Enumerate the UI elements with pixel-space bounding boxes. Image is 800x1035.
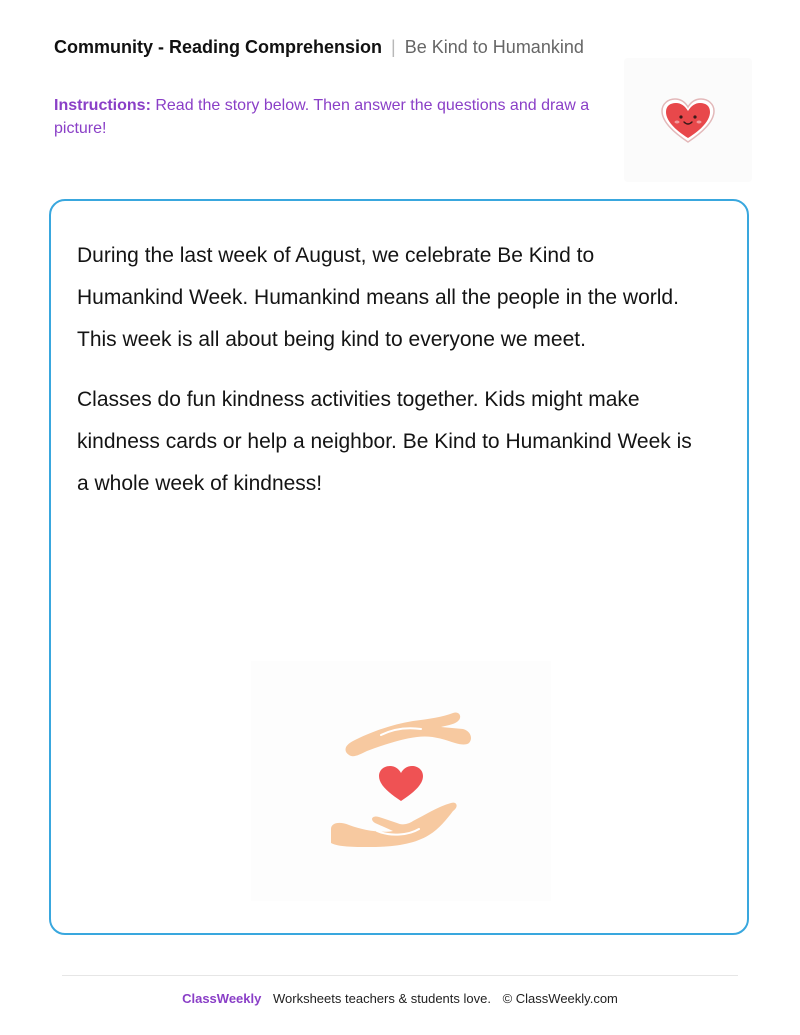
page-title: Community - Reading Comprehension	[54, 37, 383, 57]
instructions-label: Instructions:	[54, 97, 151, 114]
heart-illustration	[624, 58, 752, 182]
page-subtitle: Be Kind to Humankind	[404, 37, 584, 57]
footer-copyright: © ClassWeekly.com	[502, 991, 618, 1006]
smiling-heart-icon	[660, 98, 716, 144]
story-box	[49, 199, 749, 935]
page-header	[54, 37, 584, 58]
story-paragraph-2: Classes do fun kindness activities together. Kids might make kindness cards or help a neighbor. Be Kind to Humankind Week is a whole week of kindness!	[77, 388, 692, 495]
instructions-text: Read the story below. Then answer the questions and draw a picture!	[54, 97, 590, 137]
story-text	[77, 235, 697, 523]
story-illustration	[251, 661, 551, 901]
hands-holding-heart-icon	[321, 707, 481, 857]
title-separator: |	[391, 37, 396, 57]
story-paragraph-1: During the last week of August, we celebrate Be Kind to Humankind Week. Humankind means all the people in the world. This week is all about being kind to everyone we meet.	[77, 244, 679, 351]
footer-divider	[62, 975, 738, 976]
footer-tagline: Worksheets teachers & students love.	[272, 991, 491, 1006]
instructions	[54, 94, 614, 140]
footer-brand: ClassWeekly	[182, 991, 262, 1006]
page-footer	[0, 991, 800, 1006]
